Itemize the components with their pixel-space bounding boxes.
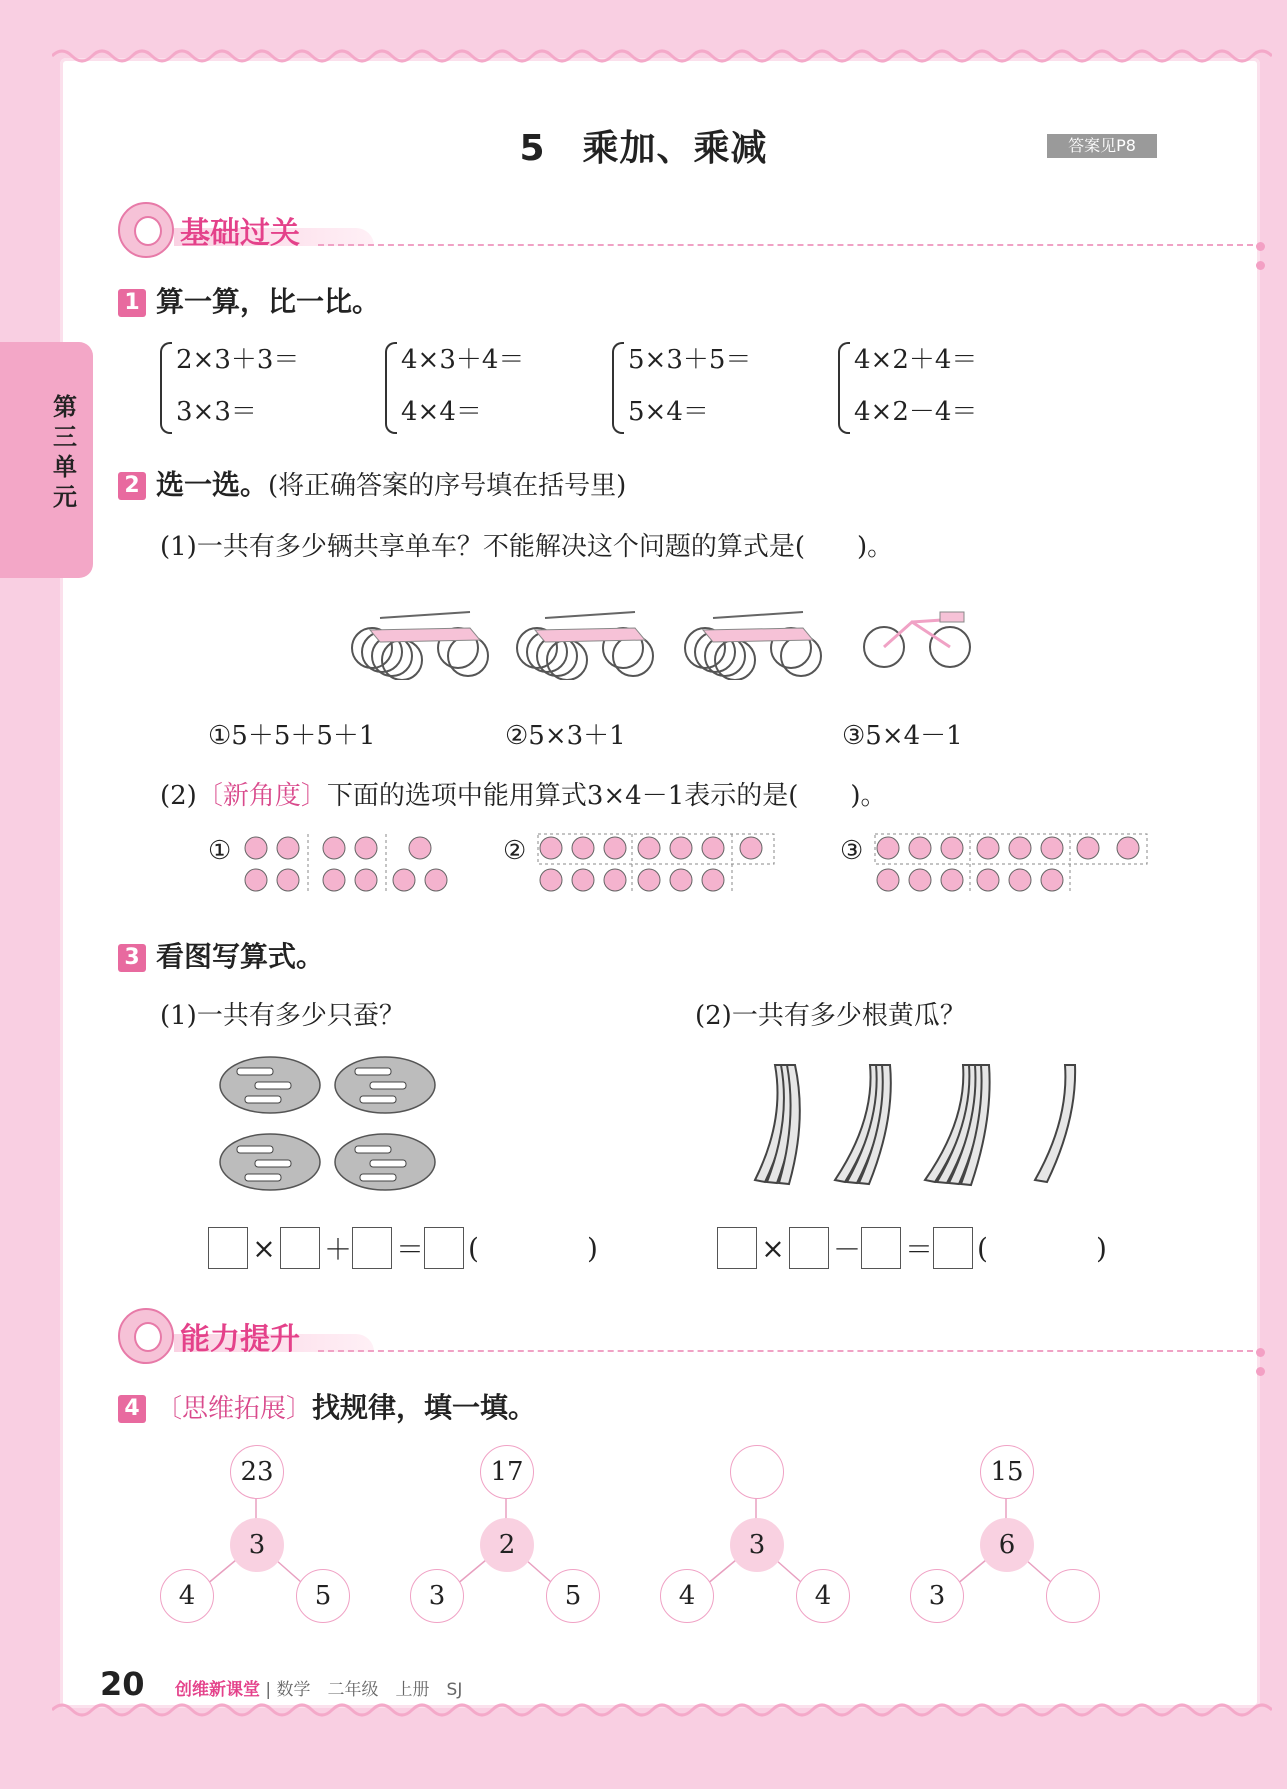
calc-line: 4×2－4＝	[854, 397, 978, 427]
pattern-tree-1	[160, 1445, 360, 1625]
answer-reference-tag: 答案见P8	[1047, 134, 1157, 158]
flower-group-option-3	[874, 832, 1150, 896]
footer-brand: 创维新课堂	[175, 1680, 260, 1700]
section-divider	[318, 1350, 1253, 1352]
answer-box[interactable]	[717, 1227, 757, 1269]
answer-box[interactable]	[280, 1227, 320, 1269]
question-number: 3	[118, 944, 146, 972]
section-label-basic: 基础过关	[180, 216, 300, 251]
answer-box[interactable]	[933, 1227, 973, 1269]
calc-line: 2×3＋3＝	[176, 345, 300, 375]
tree-right-number: 5	[296, 1569, 350, 1623]
calc-line: 5×4＝	[628, 397, 709, 427]
calc-line: 4×2＋4＝	[854, 345, 978, 375]
q2-part2-option-2-label: ②	[503, 836, 527, 866]
question-2-note: (将正确答案的序号填在括号里)	[268, 471, 627, 501]
answer-box[interactable]	[208, 1227, 248, 1269]
calc-line: 3×3＝	[176, 397, 257, 427]
question-2-header	[118, 463, 626, 503]
q3-equation-2: × － ＝ ( )	[717, 1227, 1107, 1269]
unit-side-tab	[0, 342, 93, 578]
flower-group-option-2	[537, 832, 777, 896]
answer-box[interactable]	[789, 1227, 829, 1269]
calc-line: 5×3＋5＝	[628, 345, 752, 375]
decorative-dots	[1256, 1342, 1268, 1380]
calc-group-3	[612, 334, 751, 438]
question-4-title: 找规律，填一填。	[312, 1391, 537, 1424]
bike-group-3-image	[683, 590, 833, 680]
new-angle-tag: 〔新角度〕	[196, 781, 327, 811]
wavy-border-top	[52, 46, 1272, 66]
boy-avatar-icon	[118, 1308, 174, 1364]
question-number: 4	[118, 1395, 146, 1423]
calc-group-4	[838, 334, 977, 438]
tree-center-number: 2	[480, 1518, 534, 1572]
tree-right-number: 4	[796, 1569, 850, 1623]
q3-equation-1: × ＋ ＝ ( )	[208, 1227, 598, 1269]
thinking-extension-tag: 〔思维拓展〕	[156, 1394, 313, 1424]
q2-part2-text: (2)〔新角度〕下面的选项中能用算式3×4－1表示的是( )。	[160, 781, 887, 811]
section-header-basic	[118, 202, 1258, 252]
pattern-tree-2	[410, 1445, 610, 1625]
single-bike-image	[862, 592, 972, 672]
answer-box[interactable]	[861, 1227, 901, 1269]
section-divider	[318, 244, 1253, 246]
question-number: 2	[118, 472, 146, 500]
tree-left-number: 3	[910, 1569, 964, 1623]
flower-group-option-1	[242, 832, 452, 896]
section-label-advanced: 能力提升	[180, 1322, 300, 1357]
unit-side-tab-label: 第三单元	[53, 393, 77, 511]
footer-details: 数学 二年级 上册 SJ	[276, 1680, 463, 1700]
tree-top-blank[interactable]	[730, 1445, 784, 1499]
tree-center-number: 3	[230, 1518, 284, 1572]
answer-box[interactable]	[352, 1227, 392, 1269]
question-2-title: 选一选。	[156, 468, 269, 501]
footer-info: 创维新课堂 | 数学 二年级 上册 SJ	[175, 1680, 463, 1700]
bike-group-2-image	[515, 590, 665, 680]
section-header-advanced	[118, 1308, 1258, 1358]
tree-top-number: 23	[230, 1445, 284, 1499]
wavy-border-bottom	[52, 1700, 1272, 1720]
question-3-header	[118, 935, 324, 975]
calc-group-1	[160, 334, 299, 438]
question-number: 1	[118, 289, 146, 317]
tree-left-number: 4	[660, 1569, 714, 1623]
q2-option-1: ①5＋5＋5＋1	[208, 721, 376, 751]
question-4-header	[118, 1386, 536, 1426]
calc-group-2	[385, 334, 524, 438]
pattern-tree-4	[910, 1445, 1110, 1625]
cucumbers-image	[735, 1060, 1095, 1190]
tree-top-number: 15	[980, 1445, 1034, 1499]
decorative-dots	[1256, 236, 1268, 274]
tree-center-number: 6	[980, 1518, 1034, 1572]
tree-right-blank[interactable]	[1046, 1569, 1100, 1623]
page-title: 5 乘加、乘减	[519, 128, 768, 169]
answer-box[interactable]	[424, 1227, 464, 1269]
bike-group-1-image	[350, 590, 500, 680]
q2-part1-text: (1)一共有多少辆共享单车？不能解决这个问题的算式是( )。	[160, 532, 894, 562]
tree-top-number: 17	[480, 1445, 534, 1499]
tree-left-number: 4	[160, 1569, 214, 1623]
question-3-title: 看图写算式。	[156, 940, 325, 973]
page-number: 20	[100, 1665, 145, 1703]
question-1-header	[118, 280, 380, 320]
calc-line: 4×3＋4＝	[401, 345, 525, 375]
girl-avatar-icon	[118, 202, 174, 258]
calc-line: 4×4＝	[401, 397, 482, 427]
pattern-tree-3	[660, 1445, 860, 1625]
silkworm-leaves-image	[215, 1050, 445, 1200]
q3-part1-text: (1)一共有多少只蚕？	[160, 1001, 405, 1031]
tree-left-number: 3	[410, 1569, 464, 1623]
tree-right-number: 5	[546, 1569, 600, 1623]
q2-option-2: ②5×3＋1	[505, 721, 626, 751]
q2-part2-option-1-label: ①	[208, 836, 232, 866]
q2-part2-option-3-label: ③	[840, 836, 864, 866]
q3-part2-text: (2)一共有多少根黄瓜？	[695, 1001, 966, 1031]
q2-option-3: ③5×4－1	[842, 721, 963, 751]
question-1-title: 算一算，比一比。	[156, 285, 381, 318]
tree-center-number: 3	[730, 1518, 784, 1572]
